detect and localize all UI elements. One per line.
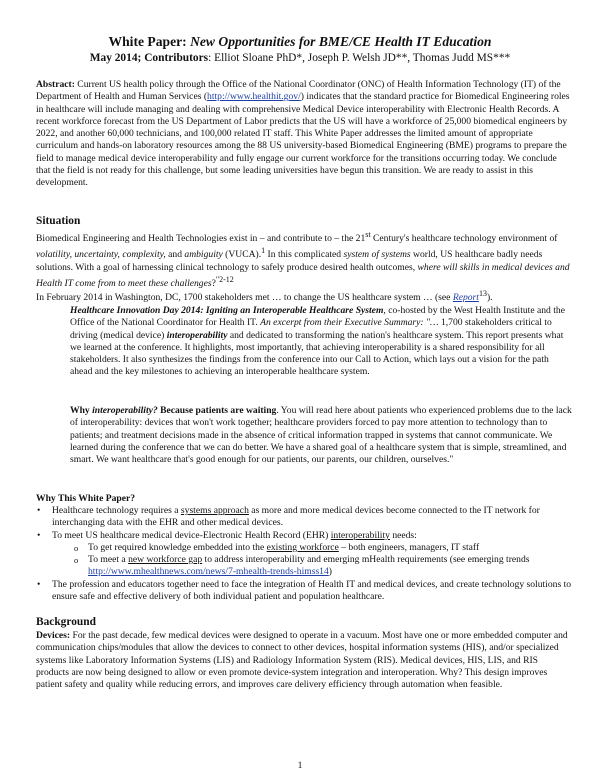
bullet-icon: • xyxy=(37,530,41,541)
bullet-icon: • xyxy=(37,505,41,516)
quote-paragraph-1: Healthcare Innovation Day 2014: Igniting an Interoperable Healthcare System, co-hosted by the West Health Institute and the Office of the National Coordinator for Health IT. An excerpt from their Executive Summary: "… 1,700 stakeholders critical to driving (medical device) interoperability and dedicated to transforming the nation's healthcare system. This report presents what we learned at the conference. It highlights, most importantly, that achieving interoperability is a shared responsibility for all stakeholders. It also synthesizes the findings from the conference into our Call to Action, which lays out a vision for the path ahead and the key milestones to achieving an interoperable healthcare system. xyxy=(70,305,565,378)
quote-title: Healthcare Innovation Day 2014: Igniting an Interoperable Healthcare System xyxy=(70,305,384,316)
bullet-icon: • xyxy=(37,579,41,590)
bullet-item: The profession and educators together need to face the integration of Health IT and medical devices, and create technology solutions to ensure safe and effective delivery of both individual patient and population healthcare. xyxy=(52,579,572,603)
situation-heading: Situation xyxy=(36,215,81,227)
background-paragraph: Devices: For the past decade, few medical devices were designed to operate in a vacuum. Most have one or more embedded computer and communication chips/modules that allow the devices to connect to other devices, hospital information systems (HIS), and/or specialized systems like Laboratory Information Systems (LIS) and Radiology Information System (RIS). Medical devices, HIS, LIS, and RIS products are now being designed to allow or even promote device-system integration and interoperation. Why? This design improves patient safety and quality while reducing errors, and improves care delivery efficiency through automation when feasible. xyxy=(36,630,568,691)
situation-paragraph: Biomedical Engineering and Health Technologies exist in – and contribute to – the 21st Century's healthcare technology environment of volatility, uncertainty, complexity, and ambiguity (VUCA).$^1$ In this complicated system of systems world, US healthcare badly needs solutions. With a goal of harnessing clinical technology to safely produce desired health outcomes, where will skills in medical devices and Health IT come from to meet these challenges?$^{"2-12}$ xyxy=(36,230,570,290)
contributors-label: Contributors xyxy=(144,52,209,64)
bullet-item: Healthcare technology requires a systems approach as more and more medical devices become connected to the IT network for interchanging data with the EHR and other medical devices. xyxy=(52,505,540,529)
healthit-link[interactable]: http://www.healthit.gov/ xyxy=(207,91,301,103)
february-paragraph: In February 2014 in Washington, DC, 1700 stakeholders met … to change the US healthcare system … (see Report$^{13}$). xyxy=(36,289,493,304)
mhealth-trends-link[interactable]: http://www.mhealthnews.com/news/7-mhealth-trends-himss14 xyxy=(88,566,329,578)
sub-bullet-icon: o xyxy=(74,543,79,553)
why-white-paper-heading: Why This White Paper? xyxy=(36,493,136,504)
title-italic: New Opportunities for BME/CE Health IT Education xyxy=(190,34,492,49)
sub-bullet-icon: o xyxy=(74,555,79,565)
page-number: 1 xyxy=(297,760,303,771)
devices-label: Devices: xyxy=(36,630,71,641)
date: May 2014; xyxy=(89,52,142,64)
abstract-paragraph: Abstract: Current US health policy through the Office of the National Coordinator (ONC) of Health Information Technology (IT) of the Department of Health and Human Services (http://www.healthit.gov/) indicates that the standard practice for Biomedical Engineering roles in healthcare will include managing and dealing with comprehensive Medical Device interoperability with Electronic Health Records. A recent workforce forecast from the US Department of Labor predicts that the US will have a workforce of 25,000 biomedical engineers by 2022, and another 60,000 technicians, and 100,000 related IT staff. This White Paper addresses the limited amount of appropriate curriculum and hands-on laboratory resources among the 88 US university-based Biomedical Engineering (BME) programs to prepare the field to manage medical device interoperability and fully engage our current workforce for the transitions occurring today. We conclude that the field is not ready for this challenge, but some leading universities have begun this transition. We are ready to assist in this development. xyxy=(36,79,570,189)
report-link[interactable]: Report xyxy=(452,292,479,304)
contributors-line xyxy=(0,51,600,65)
sub-bullet-item: To meet a new workforce gap to address interoperability and emerging mHealth requirements (see emerging trends http://www.mhealthnews.com/news/7-mhealth-trends-himss14) xyxy=(88,554,530,578)
document-title xyxy=(0,34,600,50)
quote-paragraph-2: Why interoperability? Because patients are waiting. You will read here about patients who experienced problems due to the lack of interoperability: devices that won't work together; healthcare providers forced to pay more attention to technology than to patients; and treatment decisions made in the absence of critical information trapped in systems that cannot communicate. We learned during the conference that we can do better. We have a shared goal of a healthcare system that is simple, streamlined, and smart. We want healthcare that's good enough for our patients, our parents, our children, ourselves." xyxy=(70,405,572,466)
contributors: : Elliot Sloane PhD*, Joseph P. Welsh JD**, Thomas Judd MS*** xyxy=(208,52,511,64)
title-lead: White Paper: xyxy=(108,34,187,49)
background-heading: Background xyxy=(36,616,96,628)
sub-bullet-item: To get required knowledge embedded into the existing workforce – both engineers, managers, IT staff xyxy=(88,542,480,553)
abstract-label: Abstract: xyxy=(36,79,75,90)
bullet-item: To meet US healthcare medical device-Electronic Health Record (EHR) interoperability needs: xyxy=(52,530,417,541)
